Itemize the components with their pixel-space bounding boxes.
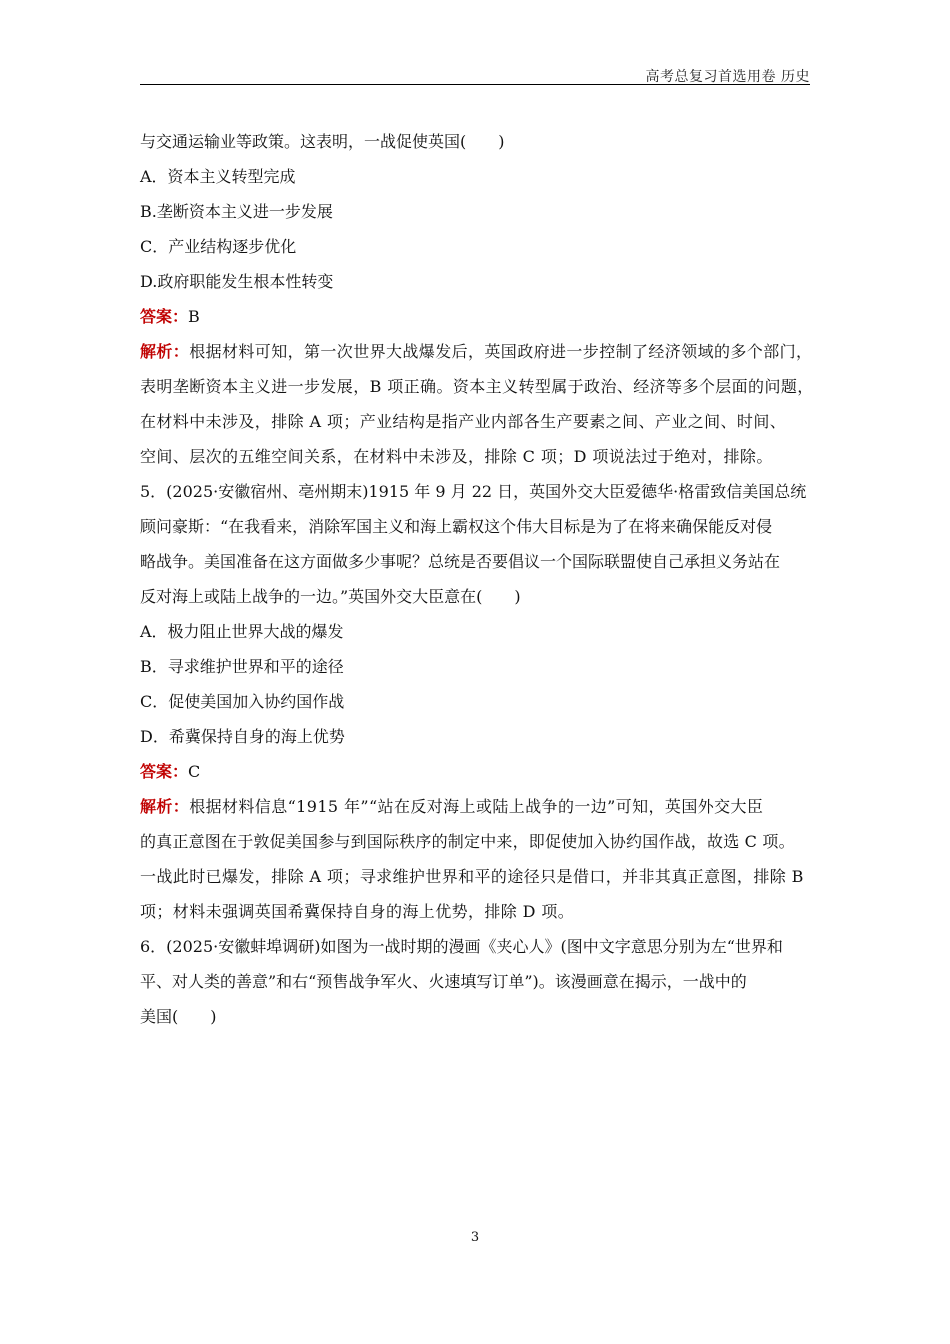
q6-stem-line-1: 6．(2025·安徽蚌埠调研)如图为一战时期的漫画《夹心人》(图中文字意思分别为左“世界和 (140, 937, 783, 956)
q5-answer-value: C (188, 762, 201, 781)
q5-answer (140, 754, 812, 789)
q4-answer-label: 答案： (140, 307, 189, 326)
page-header: 高考总复习首选用卷 历史 (645, 69, 810, 85)
q4-analysis-line-1: 解析：根据材料可知，第一次世界大战爆发后，英国政府进一步控制了经济领域的多个部门， (140, 342, 813, 361)
q5-analysis-line-2: 的真正意图在于敦促美国参与到国际秩序的制定中来，即促使加入协约国作战，故选 C 项。 (140, 832, 795, 851)
q5-analysis-label: 解析： (140, 797, 190, 816)
q4-answer (140, 299, 812, 334)
q5-answer-label: 答案： (140, 762, 189, 781)
q5-stem-line-3: 略战争。美国准备在这方面做多少事呢？总统是否要倡议一个国际联盟使自己承担义务站在 (140, 552, 781, 571)
q4-analysis-label: 解析： (140, 342, 190, 361)
q5-option-c: C．促使美国加入协约国作战 (140, 692, 345, 711)
page-content (140, 124, 812, 1034)
q5-stem-line-2: 顾问豪斯：“在我看来，消除军国主义和海上霸权这个伟大目标是为了在将来确保能反对侵 (140, 517, 773, 536)
q5-option-d: D．希冀保持自身的海上优势 (140, 727, 345, 746)
q4-stem-tail: 与交通运输业等政策。这表明，一战促使英国( ) (140, 132, 505, 151)
q5-option-b: B．寻求维护世界和平的途径 (140, 657, 344, 676)
q6-stem-line-2: 平、对人类的善意”和右“预售战争军火、火速填写订单”)。该漫画意在揭示，一战中的 (140, 972, 747, 991)
q4-answer-value: B (188, 307, 200, 326)
q4-option-b: B.垄断资本主义进一步发展 (140, 202, 333, 221)
q4-option-c: C．产业结构逐步优化 (140, 237, 297, 256)
q5-stem-line-4: 反对海上或陆上战争的一边。”英国外交大臣意在( ) (140, 587, 521, 606)
q4-option-a: A．资本主义转型完成 (140, 167, 296, 186)
q5-option-a: A．极力阻止世界大战的爆发 (140, 622, 344, 641)
q6-stem-line-3: 美国( ) (140, 1007, 217, 1026)
q5-analysis-line-1: 解析：根据材料信息“1915 年”“站在反对海上或陆上战争的一边”可知，英国外交大臣 (140, 797, 764, 816)
page-number: 3 (470, 1230, 480, 1245)
q5-analysis-line-4: 项；材料未强调英国希冀保持自身的海上优势，排除 D 项。 (140, 902, 575, 921)
q5-stem-line-1: 5．(2025·安徽宿州、亳州期末)1915 年 9 月 22 日，英国外交大臣爱德华·格雷致信美国总统 (140, 482, 807, 501)
header-divider (140, 84, 810, 85)
q5-analysis-line-3: 一战此时已爆发，排除 A 项；寻求维护世界和平的途径只是借口，并非其真正意图，排除 B (140, 867, 804, 886)
q4-option-d: D.政府职能发生根本性转变 (140, 272, 334, 291)
q4-analysis-line-3: 在材料中未涉及，排除 A 项；产业结构是指产业内部各生产要素之间、产业之间、时间、 (140, 412, 787, 431)
q4-analysis-line-2: 表明垄断资本主义进一步发展，B 项正确。资本主义转型属于政治、经济等多个层面的问题， (140, 377, 814, 396)
q4-analysis-line-4: 空间、层次的五维空间关系，在材料中未涉及，排除 C 项；D 项说法过于绝对，排除。 (140, 447, 773, 466)
